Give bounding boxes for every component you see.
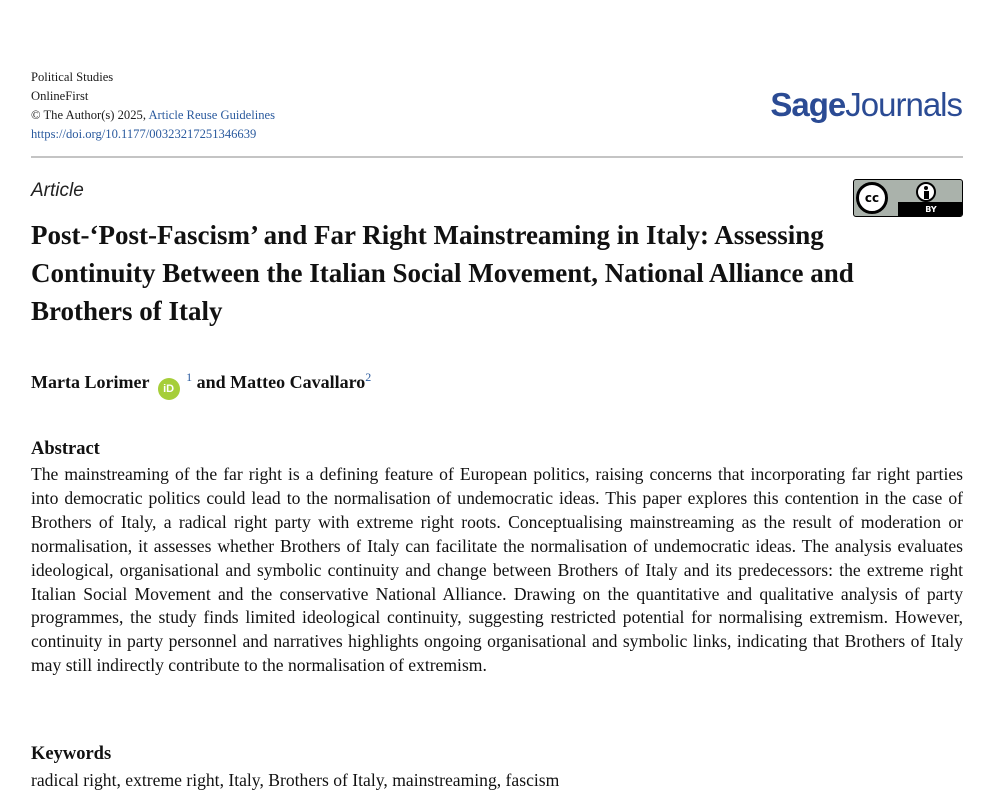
author-name[interactable]: Marta Lorimer — [31, 372, 150, 392]
attribution-head — [924, 186, 928, 190]
keywords-heading: Keywords — [31, 744, 112, 764]
brand-part1: Sage — [770, 86, 846, 123]
cc-icon: cc — [856, 182, 888, 214]
attribution-icon — [916, 182, 936, 202]
copyright-line — [31, 106, 275, 125]
affiliation-marker[interactable]: 2 — [365, 370, 372, 384]
doi-link[interactable]: https://doi.org/10.1177/00323217251346639 — [31, 127, 257, 141]
license-by-label: BY — [925, 205, 937, 214]
author-line — [31, 370, 371, 400]
author-name[interactable]: Matteo Cavallaro — [230, 372, 366, 392]
abstract-heading: Abstract — [31, 439, 100, 459]
article-title: Post-‘Post-Fascism’ and Far Right Mainstreaming in Italy: Assessing Continuity Between the Italian Social Movement, National Alliance and Brothers of Italy — [31, 220, 854, 326]
journal-name: Political Studies — [31, 70, 114, 84]
affiliation-marker[interactable]: 1 — [186, 370, 193, 384]
abstract-text: The mainstreaming of the far right is a defining feature of European politics, raising concerns that incorporating far right parties into democratic politics could lead to the normalisation of undemocratic ideas. This paper explores this contention in the case of Brothers of Italy, a radical right party with extreme right roots. Conceptualising mainstreaming as the result of moderation or normalisation, it assesses whether Brothers of Italy can facilitate the normalisation of undemocratic ideas. The analysis evaluates ideological, organisational and symbolic continuity and change between Brothers of Italy and its predecessors: the extreme right Italian Social Movement and the conservative National Alliance. Drawing on the quantitative and qualitative analysis of party programmes, the study finds limited ideological continuity, suggesting restricted potential for normalising extremism. However, continuity in party personnel and narratives highlights ongoing organisational and symbolic links, indicating that Brothers of Italy may still indirectly contribute to the normalisation of extremism. — [31, 464, 963, 676]
cc-by-license-badge[interactable] — [853, 179, 963, 217]
sage-journals-logo — [770, 86, 962, 124]
reuse-guidelines-link[interactable]: Article Reuse Guidelines — [148, 108, 276, 122]
author-conjunction: and — [196, 372, 226, 392]
article-type: Article — [31, 180, 84, 201]
attribution-body — [924, 191, 929, 199]
journal-issue: OnlineFirst — [31, 89, 89, 103]
keywords-list: radical right, extreme right, Italy, Brothers of Italy, mainstreaming, fascism — [31, 770, 560, 790]
orcid-icon[interactable]: iD — [158, 378, 180, 400]
header-divider — [31, 156, 963, 158]
journal-info — [31, 68, 275, 144]
copyright-text: © The Author(s) 2025, — [31, 108, 149, 122]
brand-part2: Journals — [845, 86, 962, 123]
